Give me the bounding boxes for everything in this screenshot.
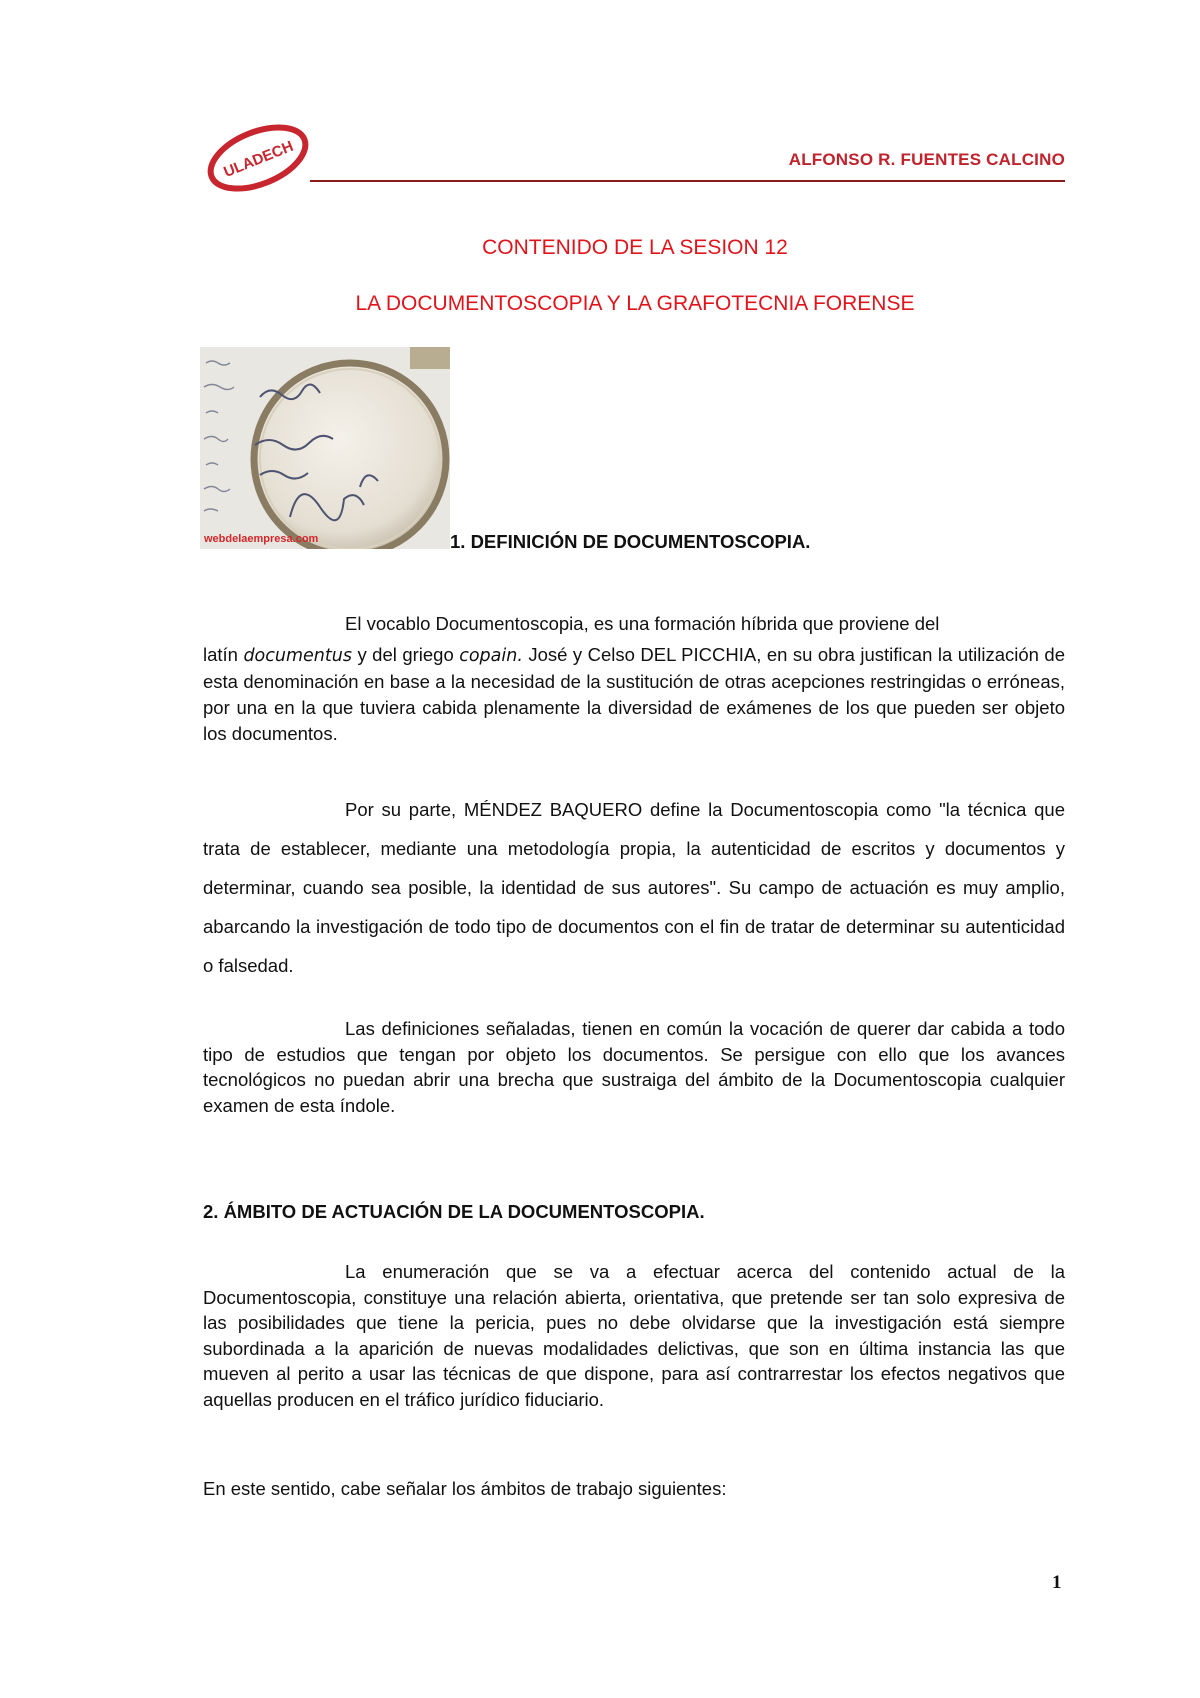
section1-paragraph-2: Por su parte, MÉNDEZ BAQUERO define la Documentoscopia como "la técnica que trata de establecer, mediante una metodología propia, la autenticidad de escritos y documentos y determinar, cuando sea posible, la identidad de sus autores". Su campo de actuación es muy amplio, abarcando la investigación de todo tipo de documentos con el fin de tratar de determinar su autenticidad o falsedad. [203,799,1065,976]
author-name: ALFONSO R. FUENTES CALCINO [788,150,1065,169]
section1-paragraph-3: Las definiciones señaladas, tienen en común la vocación de querer dar cabida a todo tipo de estudios que tengan por objeto los documentos. Se persigue con ello que los avances tecnológicos no puedan abrir una brecha que sustraiga del ámbito de la Documentoscopia cualquier examen de esta índole. [203,1018,1065,1116]
section2-paragraph-2: En este sentido, cabe señalar los ámbitos de trabajo siguientes: [203,1478,727,1499]
logo-text: ULADECH [221,137,296,182]
p1-text-b: y del griego [351,644,460,665]
p1-text-a: latín [203,644,244,665]
p1-italic-documentus: documentus [243,646,352,666]
section1-heading: 1. DEFINICIÓN DE DOCUMENTOSCOPIA. [450,531,811,552]
section1-paragraph-1-first-line: El vocablo Documentoscopia, es una formación híbrida que proviene del [345,613,940,634]
section2-paragraph-1: La enumeración que se va a efectuar acerca del contenido actual de la Documentoscopia, constituye una relación abierta, orientativa, que pretende ser tan solo expresiva de las posibilidades que tiene la pericia, pues no debe olvidarse que la investigación está siempre subordinada a la aparición de nuevas modalidades delictivas, que son en última instancia las que mueven al perito a usar las técnicas de que dispone, para así contrarrestar los efectos negativos que aquellas producen en el tráfico jurídico fiduciario. [203,1261,1065,1410]
section1-paragraph-1 [203,642,1065,747]
image-watermark: webdelaempresa.com [204,533,319,545]
header-divider [310,180,1065,182]
topic-title: LA DOCUMENTOSCOPIA Y LA GRAFOTECNIA FORENSE [355,292,915,315]
magnifying-glass-image [200,347,450,549]
p1-italic-copain: copain. [459,646,523,666]
section2-heading: 2. ÁMBITO DE ACTUACIÓN DE LA DOCUMENTOSCOPIA. [203,1201,705,1222]
uladech-logo [200,120,320,192]
p1-text-c: José y Celso DEL PICCHIA, en su obra justifican la utilización de esta denominación en base a la necesidad de la sustitución de otras acepciones restringidas o erróneas, por una en la que tuviera cabida plenamente la diversidad de exámenes de los que pueden ser objeto los documentos. [203,644,1065,744]
session-title: CONTENIDO DE LA SESION 12 [482,236,788,259]
page-number: 1 [1052,1572,1062,1593]
